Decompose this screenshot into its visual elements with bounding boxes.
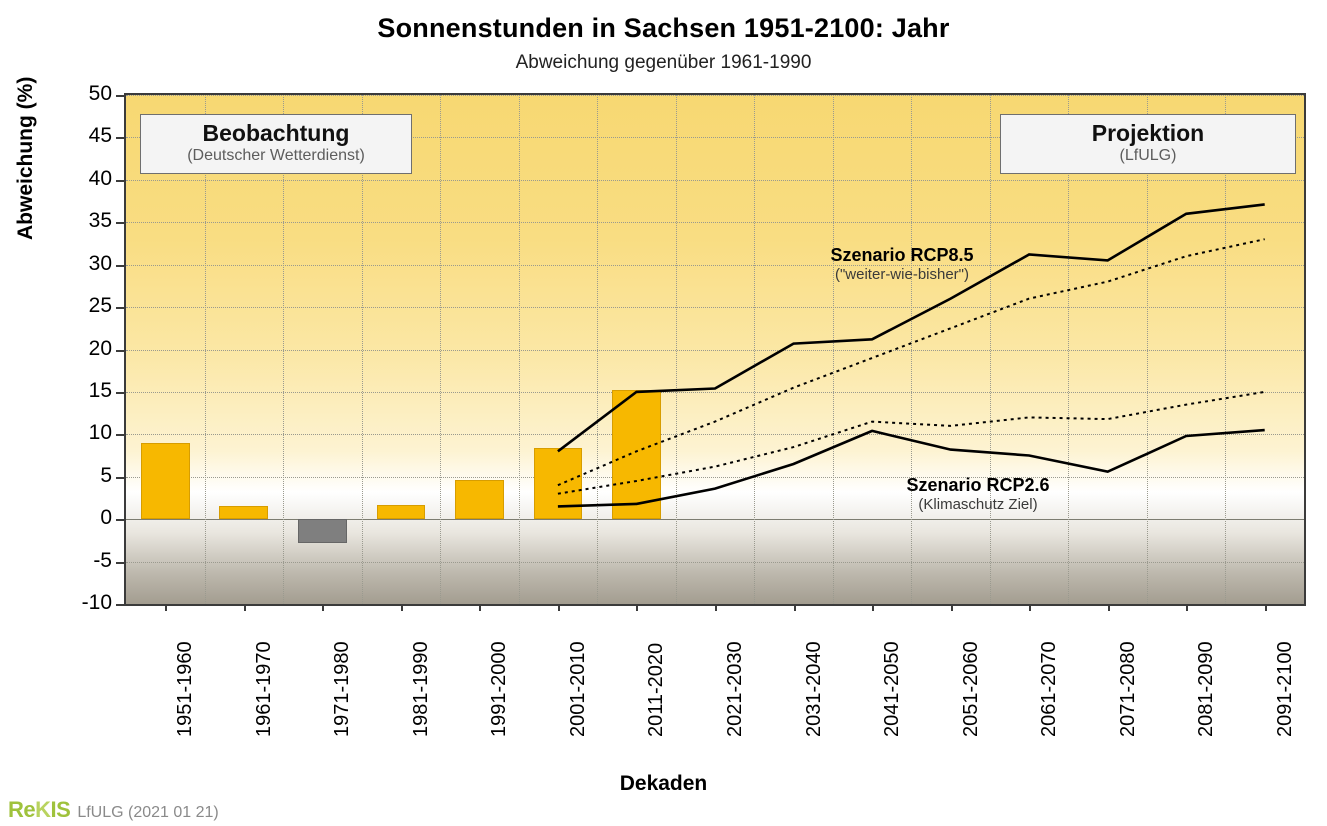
y-tick-mark [116, 137, 124, 139]
panel-projektion [1000, 114, 1296, 174]
x-tick-label: 1981-1990 [409, 641, 432, 737]
y-tick-label: 25 [88, 294, 112, 318]
y-tick-label: 5 [100, 463, 112, 487]
x-tick-label: 2081-2090 [1195, 641, 1218, 737]
x-tick-label: 2071-2080 [1116, 641, 1139, 737]
annotation-rcp26-title: Szenario RCP2.6 [906, 475, 1050, 495]
x-tick-label: 1991-2000 [488, 641, 511, 737]
x-tick-label: 2031-2040 [802, 641, 825, 737]
x-tick-label: 2011-2020 [645, 642, 668, 737]
footer-credit: LfULG (2021 01 21) [77, 804, 219, 821]
y-tick-mark [116, 222, 124, 224]
x-tick-label: 1961-1970 [252, 641, 275, 737]
y-tick-mark [116, 392, 124, 394]
annotation-rcp85 [812, 245, 992, 283]
panel-projektion-subtitle: (LfULG) [1119, 147, 1177, 165]
footer [8, 797, 219, 823]
y-tick-mark [116, 265, 124, 267]
x-tick-label: 2051-2060 [959, 641, 982, 737]
rekis-logo-k: K [35, 797, 51, 822]
line-series [558, 204, 1265, 451]
panel-beobachtung [140, 114, 412, 174]
x-tick-label: 2041-2050 [881, 641, 904, 737]
y-axis-label: Abweichung (%) [14, 76, 37, 240]
y-tick-mark [116, 434, 124, 436]
y-tick-mark [116, 180, 124, 182]
rekis-logo-re: Re [8, 797, 36, 822]
y-tick-mark [116, 307, 124, 309]
y-tick-label: 40 [88, 166, 112, 190]
y-tick-label: 45 [88, 124, 112, 148]
x-tick-label: 2021-2030 [724, 641, 746, 737]
annotation-rcp26-subtitle: (Klimaschutz Ziel) [918, 496, 1038, 513]
x-axis-label: Dekaden [619, 772, 708, 795]
x-tick-label: 1971-1980 [331, 641, 354, 737]
y-tick-label: -10 [81, 591, 112, 614]
y-tick-mark [116, 477, 124, 479]
annotation-rcp26 [888, 475, 1068, 513]
annotation-rcp85-subtitle: ("weiter-wie-bisher") [834, 266, 969, 283]
chart-title: Sonnenstunden in Sachsen 1951-2100: Jahr [377, 13, 950, 43]
rekis-logo-is: IS [50, 797, 71, 822]
x-tick-label: 2061-2070 [1038, 641, 1061, 737]
x-tick-label: 2091-2100 [1273, 641, 1296, 737]
panel-beobachtung-title: Beobachtung [202, 120, 350, 146]
panel-beobachtung-subtitle: (Deutscher Wetterdienst) [187, 147, 365, 165]
y-tick-label: 15 [88, 378, 112, 402]
y-tick-mark [116, 350, 124, 352]
y-tick-label: -5 [93, 548, 112, 572]
y-tick-mark [116, 604, 124, 606]
y-tick-label: 35 [88, 209, 112, 233]
y-tick-label: 0 [100, 506, 112, 530]
gridline-horizontal [126, 604, 1304, 605]
annotation-rcp85-title: Szenario RCP8.5 [830, 245, 974, 265]
y-tick-label: 10 [88, 421, 112, 445]
rekis-logo [8, 797, 70, 823]
y-tick-mark [116, 519, 124, 521]
y-tick-label: 50 [88, 82, 112, 105]
panel-projektion-title: Projektion [1091, 120, 1205, 146]
y-tick-mark [116, 562, 124, 564]
x-tick-label: 1951-1960 [174, 641, 197, 737]
chart-subtitle: Abweichung gegenüber 1961-1990 [515, 52, 812, 73]
y-tick-label: 30 [88, 251, 112, 275]
y-tick-label: 20 [88, 336, 112, 360]
y-tick-mark [116, 95, 124, 97]
x-tick-label: 2001-2010 [566, 641, 589, 737]
